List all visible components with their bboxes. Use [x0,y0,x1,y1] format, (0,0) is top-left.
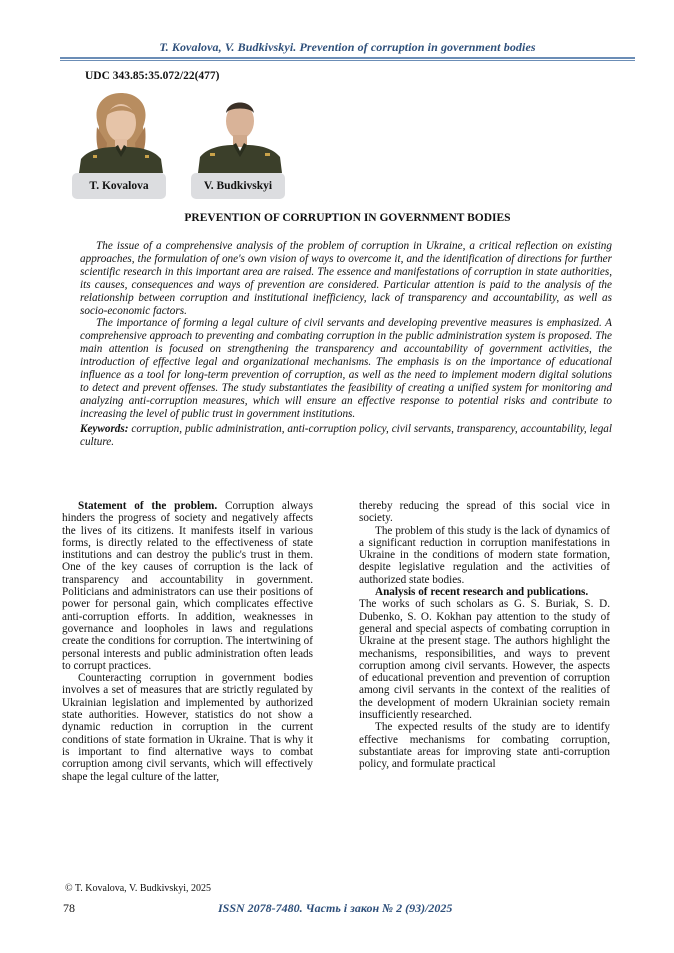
author-photo-kovalova [77,87,165,173]
body-column-right [359,500,610,771]
paragraph: thereby reducing the spread of this social vice in society. [359,500,610,525]
keywords [80,423,612,449]
paragraph: Counteracting corruption in government bodies involves a set of measures that are strictly regulated by Ukrainian legislation and implemented by authorized state authorities. However, statistics do not show a dynamic reduction in corruption in the current conditions of state formation in Ukraine. That is why it is important to find alternative ways to combat corruption among civil servants, which will effectively shape the legal culture of the latter, [62,672,313,783]
running-title: T. Kovalova, V. Budkivskyi. Prevention of corruption in government bodies [159,40,536,54]
paragraph [62,500,313,672]
header-rule-thin [60,60,635,61]
section-heading: Analysis of recent research and publications. [375,586,589,599]
copyright-note: © T. Kovalova, V. Budkivskyi, 2025 [65,883,212,894]
body-column-left [62,500,313,783]
paragraph: The expected results of the study are to identify effective mechanisms for combating corruption, substantiate areas for improving state anti-corruption policy, and formulate practical [359,721,610,771]
journal-info: ISSN 2078-7480. Часть і закон № 2 (93)/2025 [218,901,453,915]
paragraph [359,586,610,598]
paragraph-text: Corruption always hinders the progress of society and negatively affects the lives of its citizens. It manifests itself in various forms, is directly related to the effectiveness of state institutions and can destroy the public's trust in them. One of the key causes of corruption is the lack of transparency and accountability in government. Politicians and administrators can use their positions of power for personal gain, which complicates effective anti-corruption efforts. In addition, weaknesses in governance and loopholes in laws and regulations create the conditions for corruption. The intertwining of personal interests and public administration often leads to corrupt practices. [62,500,313,672]
author-photo-budkivskyi [196,87,284,173]
abstract [80,240,612,449]
page-number: 78 [63,901,75,915]
header-rule [60,57,635,59]
section-heading: Statement of the problem. [78,500,218,512]
author-name-chip: V. Budkivskyi [191,173,285,199]
udc-code: UDC 343.85:35.072/22(477) [85,70,220,82]
author-name-chip: T. Kovalova [72,173,166,199]
abstract-paragraph: The issue of a comprehensive analysis of the problem of corruption in Ukraine, a critical reflection on existing approaches, the formulation of one's own vision of ways to overcome it, and the identification of directions for further scientific research in this important area are raised. The essence and manifestations of corruption in state authorities, its causes, consequences and ways of prevention are considered. Particular attention is paid to the analysis of the relationship between corruption and institutional inefficiency, lack of transparency and accountability, as well as socio-economic factors. [80,240,612,317]
paragraph: The problem of this study is the lack of dynamics of a significant reduction in corruption manifestations in Ukraine in the conditions of modern state formation, despite legislative regulation and the activities of authorized state bodies. [359,524,610,586]
keywords-label: Keywords: [80,422,129,435]
abstract-paragraph: The importance of forming a legal culture of civil servants and developing preventive measures is emphasized. A comprehensive approach to preventing and combating corruption in the public administration system is proposed. The main attention is focused on strengthening the transparency and accountability of government activities, the introduction of effective legal and organizational mechanisms. The emphasis is on the importance of educational influence as a tool for long-term prevention of corruption, as well as the need to implement modern digital solutions to detect and prevent offenses. The study substantiates the feasibility of creating a unified system for monitoring and analyzing anti-corruption measures, which will ensure an effective response to potential risks and contribute to increasing the level of public trust in government institutions. [80,317,612,420]
article-title: PREVENTION OF CORRUPTION IN GOVERNMENT BODIES [184,212,511,224]
keywords-list: corruption, public administration, anti-corruption policy, civil servants, transparency, accountability, legal culture. [80,422,612,448]
paragraph: The works of such scholars as G. S. Buriak, S. D. Dubenko, S. O. Kokhan pay attention to the study of general and special aspects of combating corruption in Ukraine at the present stage. The authors highlight the mechanisms, responsibilities, and ways to prevent corruption among civil servants. However, the aspects of educational prevention and prevention of corruption among civil servants in the context of the realities of the development of modern Ukrainian society remain insufficiently researched. [359,598,610,722]
